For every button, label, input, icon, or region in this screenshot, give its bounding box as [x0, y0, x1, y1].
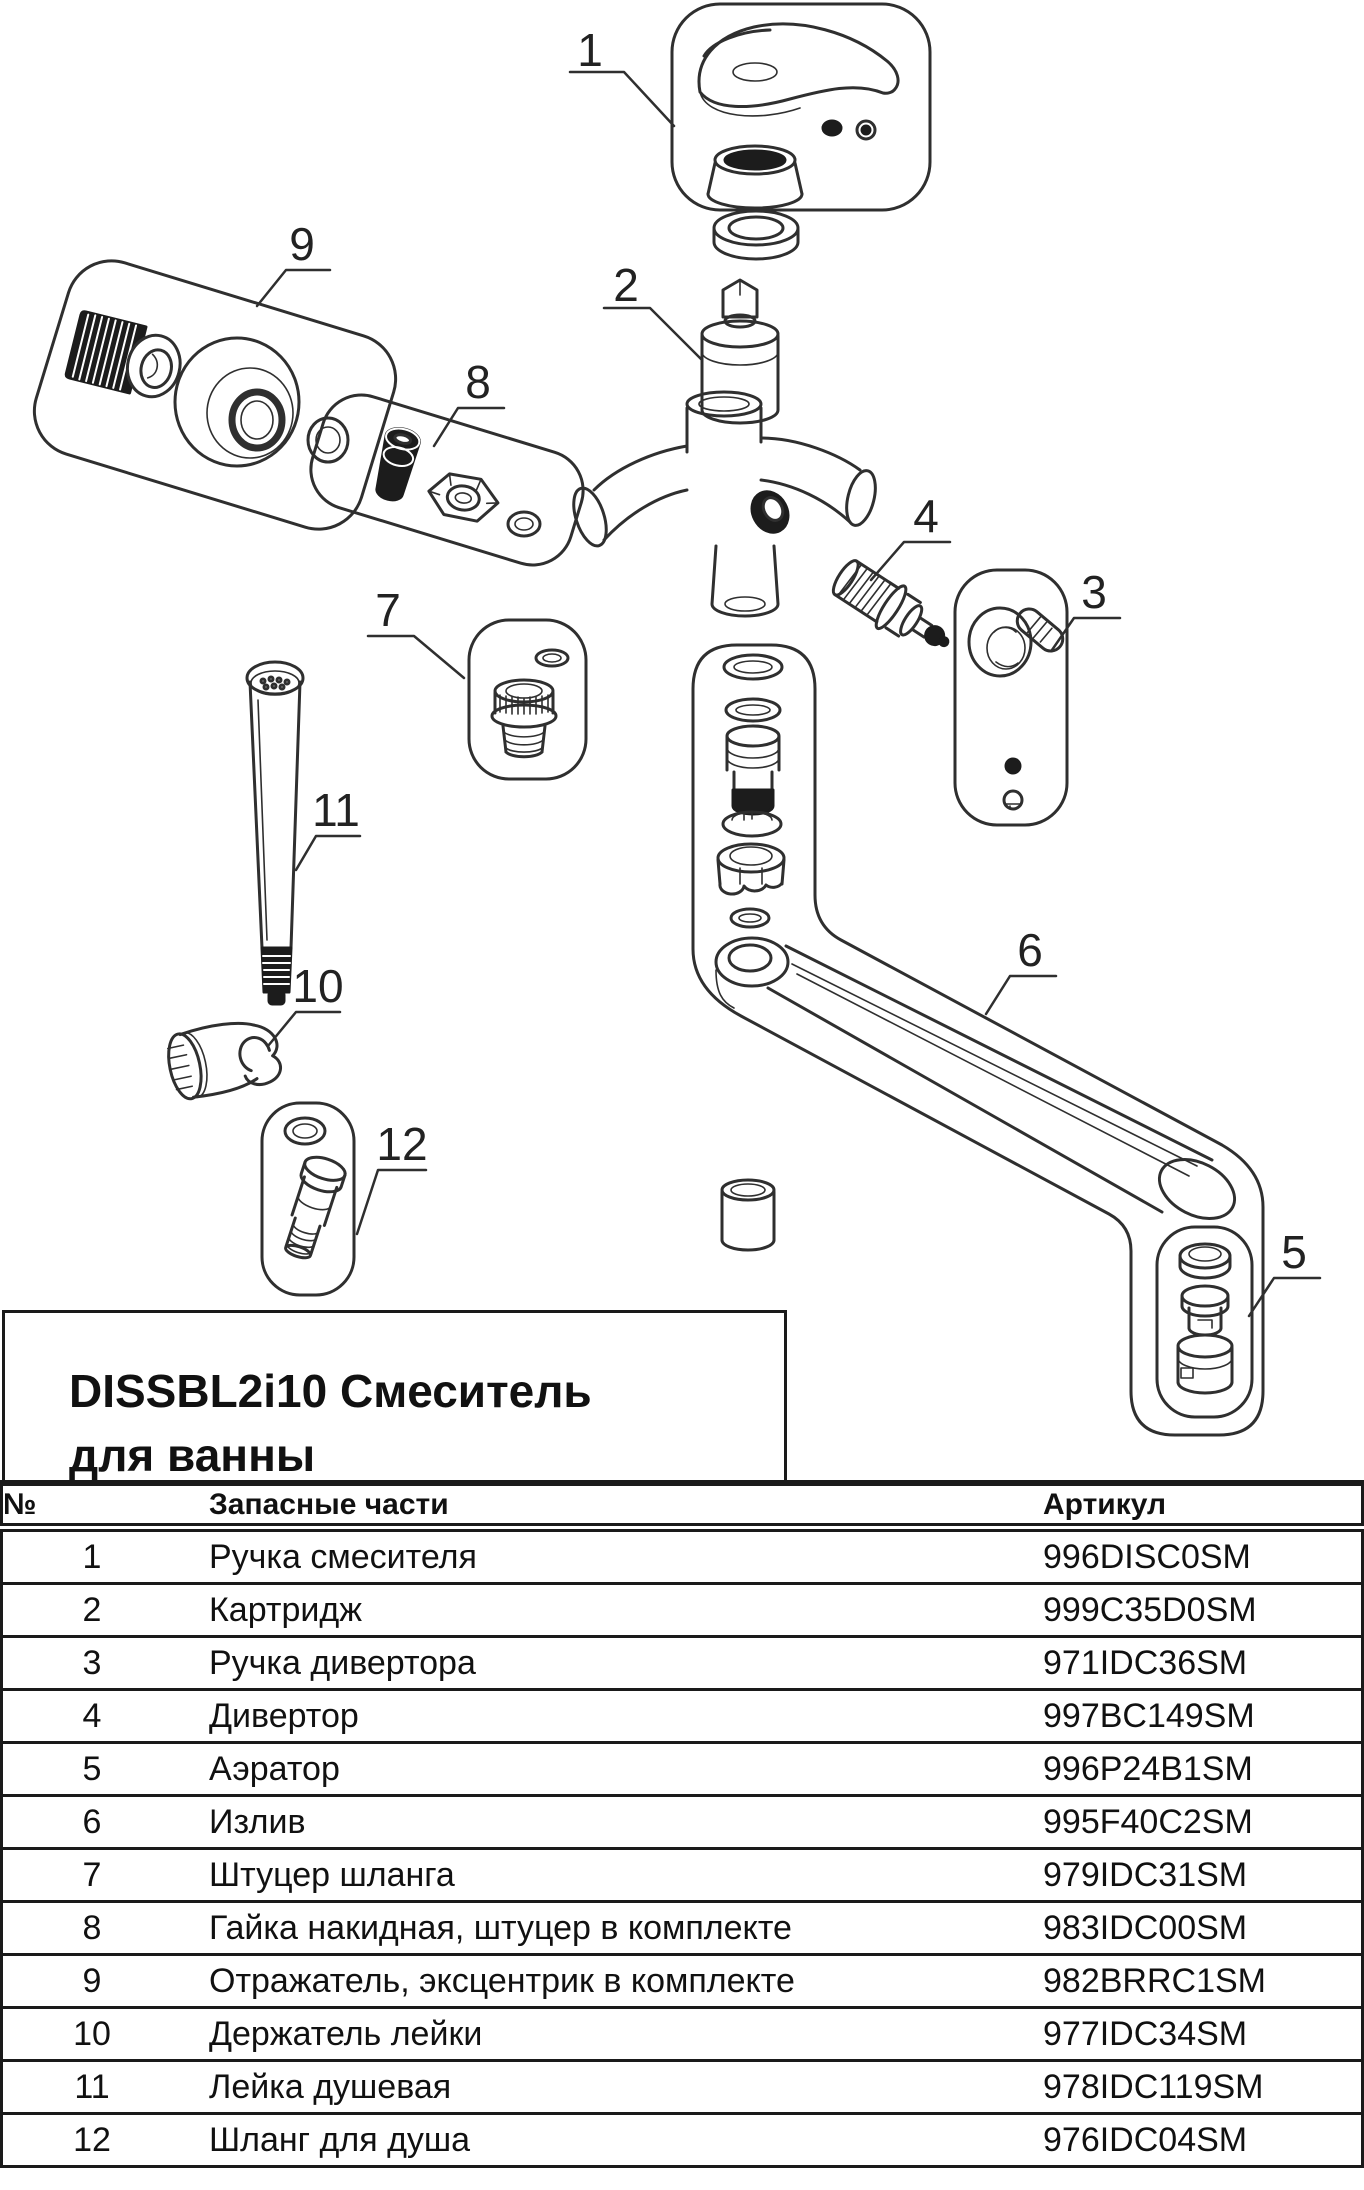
spout-sleeve-drawing	[722, 1180, 774, 1250]
col-header-article: Артикул	[1043, 1483, 1363, 1528]
part-article: 996P24B1SM	[1043, 1743, 1363, 1796]
product-title-line1: DISSBL2i10 Смеситель	[69, 1365, 592, 1417]
part-name: Ручка дивертора	[181, 1637, 1043, 1690]
part-number: 4	[2, 1690, 182, 1743]
part-4-diverter-drawing	[826, 553, 961, 665]
callout-5-label: 5	[1281, 1226, 1307, 1278]
parts-table-header-row	[2, 1483, 1363, 1528]
callout-1-label: 1	[577, 24, 603, 76]
part-name: Излив	[181, 1796, 1043, 1849]
callout-11	[296, 784, 360, 870]
callout-2	[604, 259, 702, 360]
col-header-parts: Запасные части	[181, 1483, 1043, 1528]
part-name: Гайка накидная, штуцер в комплекте	[181, 1902, 1043, 1955]
table-row	[2, 2114, 1363, 2167]
callout-5	[1249, 1226, 1320, 1316]
table-row	[2, 1743, 1363, 1796]
part-5-aerator-drawing	[1157, 1227, 1252, 1417]
part-10-holder-drawing	[163, 1014, 284, 1103]
callout-4	[871, 490, 950, 580]
product-title-line2: для ванны	[69, 1429, 316, 1481]
part-number: 10	[2, 2008, 182, 2061]
callout-2-label: 2	[613, 259, 639, 311]
callout-10-label: 10	[292, 960, 344, 1012]
callout-6	[986, 924, 1056, 1014]
part-number: 1	[2, 1528, 182, 1584]
callout-1	[570, 24, 674, 126]
part-article: 976IDC04SM	[1043, 2120, 1248, 2159]
table-row	[2, 2008, 1363, 2061]
part-1-handle-drawing	[672, 4, 930, 210]
part-11-shower-handset-drawing	[247, 662, 303, 1004]
table-row	[2, 1849, 1363, 1902]
part-article: 997BC149SM	[1043, 1690, 1363, 1743]
part-number: 6	[2, 1796, 182, 1849]
part-number: 9	[2, 1955, 182, 2008]
part-name: Шланг для душа	[209, 2120, 471, 2159]
part-name: Ручка смесителя	[181, 1528, 1043, 1584]
table-row	[2, 1528, 1363, 1584]
callout-4-label: 4	[913, 490, 939, 542]
faucet-body-drawing	[567, 392, 880, 616]
callout-11-label: 11	[312, 784, 360, 836]
part-name: Штуцер шланга	[181, 1849, 1043, 1902]
callout-7	[368, 584, 464, 678]
part-name: Держатель лейки	[181, 2008, 1043, 2061]
part-2-cartridge-drawing	[702, 280, 778, 423]
part-12-hose-drawing	[262, 1103, 354, 1295]
product-title-box	[2, 1310, 787, 1480]
callout-8-label: 8	[465, 356, 491, 408]
part-number: 2	[2, 1584, 182, 1637]
part-number: 12	[73, 2120, 111, 2159]
callout-6-label: 6	[1017, 924, 1043, 976]
part-article: 979IDC31SM	[1043, 1849, 1363, 1902]
table-row	[2, 1637, 1363, 1690]
part-number: 11	[2, 2061, 182, 2114]
part-name: Лейка душевая	[181, 2061, 1043, 2114]
callout-12	[357, 1118, 428, 1234]
part-article: 983IDC00SM	[1043, 1902, 1363, 1955]
part-article: 995F40C2SM	[1043, 1796, 1363, 1849]
table-row	[2, 1796, 1363, 1849]
table-row	[2, 1955, 1363, 2008]
part-article: 999C35D0SM	[1043, 1584, 1363, 1637]
part-number: 8	[2, 1902, 182, 1955]
callout-7-label: 7	[375, 584, 401, 636]
part-article: 996DISC0SM	[1043, 1528, 1363, 1584]
part-3-diverter-handle-drawing	[955, 570, 1068, 825]
part-article: 971IDC36SM	[1043, 1637, 1363, 1690]
part-article: 982BRRC1SM	[1043, 1955, 1363, 2008]
part-7-hose-connector-drawing	[469, 620, 586, 779]
part-number: 7	[2, 1849, 182, 1902]
part-9-escutcheon-drawing	[23, 250, 407, 541]
part-article: 977IDC34SM	[1043, 2008, 1363, 2061]
part-number: 3	[2, 1637, 182, 1690]
parts-table	[0, 1480, 1364, 2168]
part-name: Дивертор	[181, 1690, 1043, 1743]
table-row	[2, 1584, 1363, 1637]
callout-9-label: 9	[289, 218, 315, 270]
table-row	[2, 1902, 1363, 1955]
part-name: Аэратор	[181, 1743, 1043, 1796]
part-number: 5	[2, 1743, 182, 1796]
table-row	[2, 1690, 1363, 1743]
table-row	[2, 2061, 1363, 2114]
callout-12-label: 12	[376, 1118, 428, 1170]
part-name: Картридж	[181, 1584, 1043, 1637]
part-8-union-nut-drawing	[301, 385, 593, 575]
callout-3-label: 3	[1081, 566, 1107, 618]
handle-ring-drawing	[714, 211, 798, 259]
callout-9	[257, 218, 330, 306]
part-article: 978IDC119SM	[1043, 2061, 1363, 2114]
col-header-num: №	[2, 1483, 182, 1528]
part-name: Отражатель, эксцентрик в комплекте	[181, 1955, 1043, 2008]
